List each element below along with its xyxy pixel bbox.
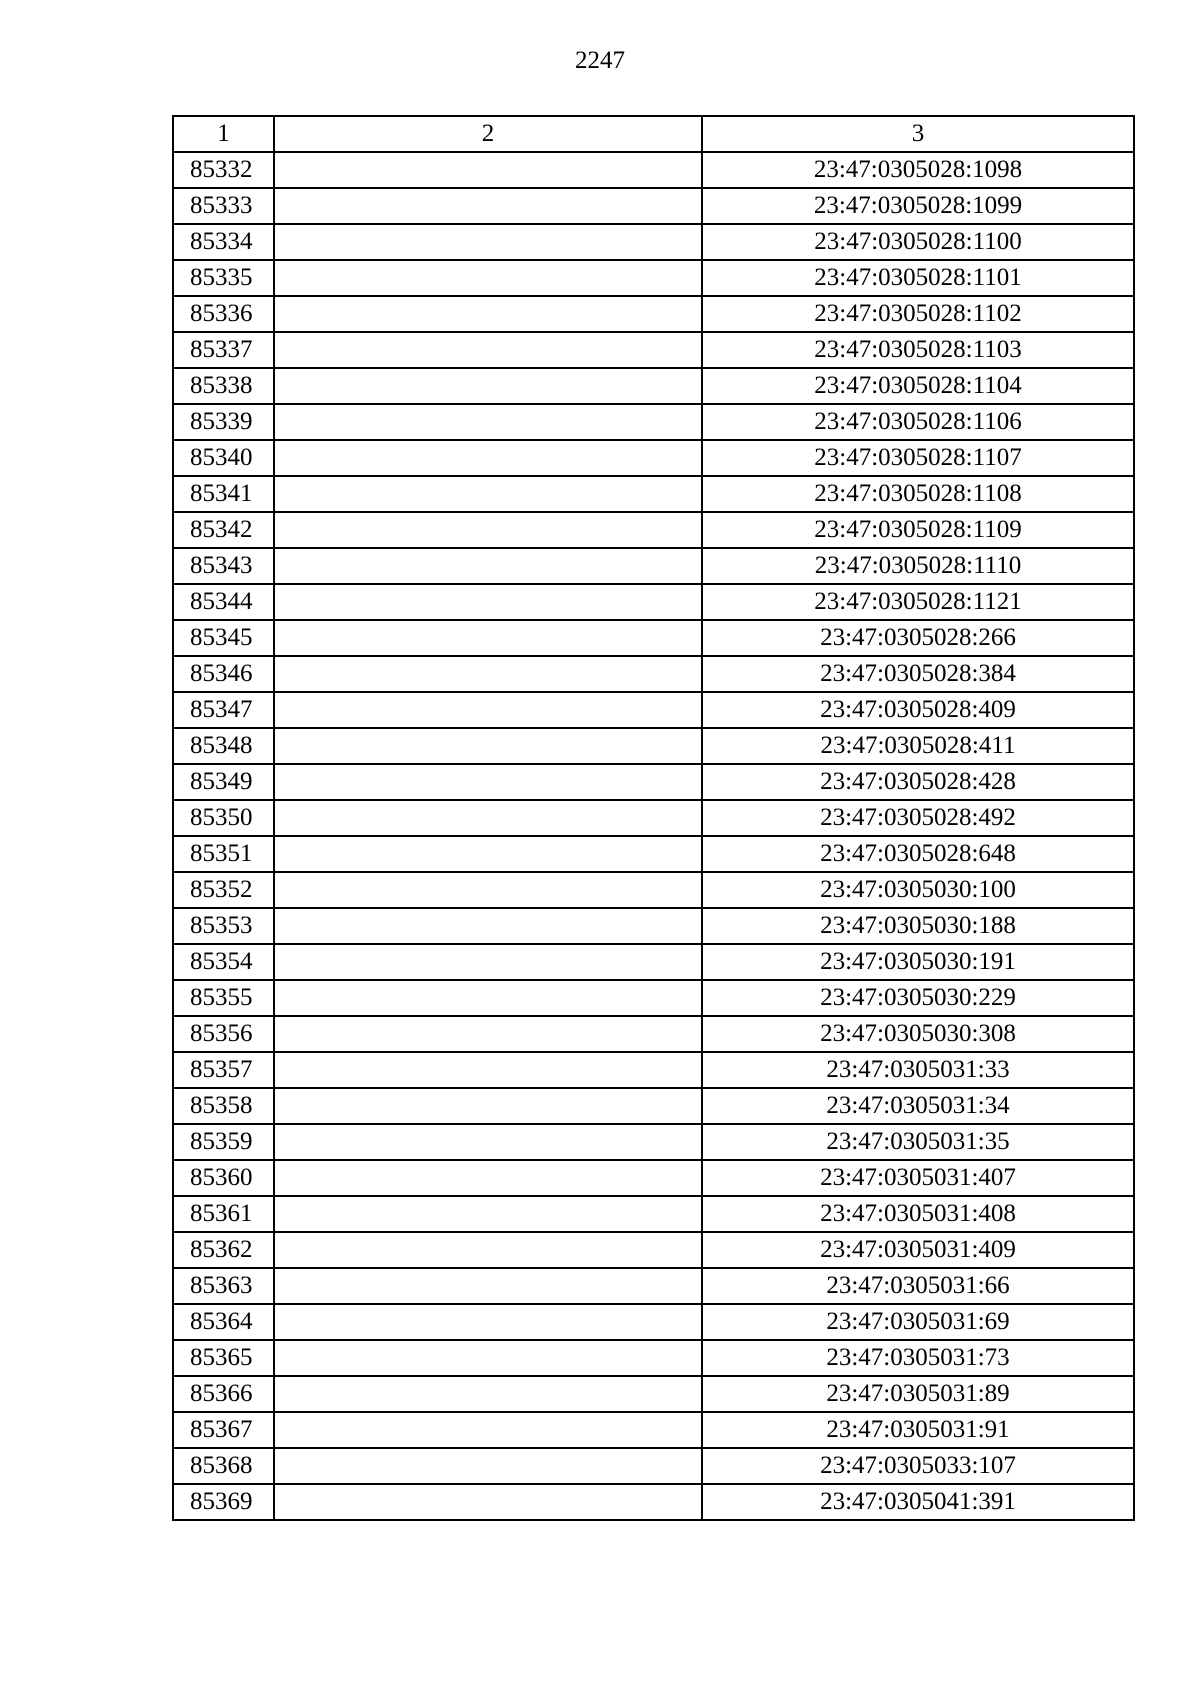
row-number-cell: 85360: [173, 1160, 274, 1196]
table-header-row: [173, 116, 1134, 152]
cadastral-number-cell: 23:47:0305028:1103: [702, 332, 1134, 368]
cadastral-number-cell: 23:47:0305028:1109: [702, 512, 1134, 548]
table-row: [173, 1088, 1134, 1124]
row-number-cell: 85365: [173, 1340, 274, 1376]
row-number-cell: 85355: [173, 980, 274, 1016]
row-empty-cell: [274, 404, 702, 440]
cadastral-number-cell: 23:47:0305028:1108: [702, 476, 1134, 512]
table-row: [173, 152, 1134, 188]
cadastral-number-cell: 23:47:0305030:191: [702, 944, 1134, 980]
row-empty-cell: [274, 548, 702, 584]
cadastral-number-cell: 23:47:0305028:1101: [702, 260, 1134, 296]
row-empty-cell: [274, 1448, 702, 1484]
table-row: [173, 728, 1134, 764]
row-empty-cell: [274, 1304, 702, 1340]
row-number-cell: 85366: [173, 1376, 274, 1412]
table-row: [173, 872, 1134, 908]
data-table: [172, 115, 1135, 1521]
row-empty-cell: [274, 1088, 702, 1124]
table-row: [173, 800, 1134, 836]
row-empty-cell: [274, 692, 702, 728]
row-number-cell: 85353: [173, 908, 274, 944]
row-empty-cell: [274, 440, 702, 476]
cadastral-number-cell: 23:47:0305028:1107: [702, 440, 1134, 476]
table-row: [173, 1124, 1134, 1160]
table-row: [173, 260, 1134, 296]
cadastral-number-cell: 23:47:0305028:1099: [702, 188, 1134, 224]
row-number-cell: 85340: [173, 440, 274, 476]
table-row: [173, 404, 1134, 440]
column-header-3: 3: [702, 116, 1134, 152]
row-empty-cell: [274, 512, 702, 548]
table-row: [173, 1052, 1134, 1088]
cadastral-number-cell: 23:47:0305028:492: [702, 800, 1134, 836]
row-number-cell: 85368: [173, 1448, 274, 1484]
table-row: [173, 1232, 1134, 1268]
row-empty-cell: [274, 152, 702, 188]
row-number-cell: 85349: [173, 764, 274, 800]
row-number-cell: 85357: [173, 1052, 274, 1088]
table-row: [173, 584, 1134, 620]
row-number-cell: 85334: [173, 224, 274, 260]
row-number-cell: 85345: [173, 620, 274, 656]
row-empty-cell: [274, 728, 702, 764]
cadastral-number-cell: 23:47:0305028:266: [702, 620, 1134, 656]
table-row: [173, 332, 1134, 368]
row-number-cell: 85359: [173, 1124, 274, 1160]
row-empty-cell: [274, 1340, 702, 1376]
cadastral-number-cell: 23:47:0305031:73: [702, 1340, 1134, 1376]
cadastral-number-cell: 23:47:0305031:89: [702, 1376, 1134, 1412]
table-row: [173, 548, 1134, 584]
table-row: [173, 944, 1134, 980]
row-empty-cell: [274, 1160, 702, 1196]
row-number-cell: 85336: [173, 296, 274, 332]
table-row: [173, 224, 1134, 260]
row-number-cell: 85344: [173, 584, 274, 620]
row-number-cell: 85338: [173, 368, 274, 404]
cadastral-number-cell: 23:47:0305030:308: [702, 1016, 1134, 1052]
row-number-cell: 85335: [173, 260, 274, 296]
row-empty-cell: [274, 836, 702, 872]
row-number-cell: 85361: [173, 1196, 274, 1232]
table-row: [173, 1196, 1134, 1232]
row-empty-cell: [274, 872, 702, 908]
cadastral-number-cell: 23:47:0305030:188: [702, 908, 1134, 944]
table-row: [173, 476, 1134, 512]
cadastral-number-cell: 23:47:0305028:411: [702, 728, 1134, 764]
row-empty-cell: [274, 908, 702, 944]
cadastral-number-cell: 23:47:0305028:1098: [702, 152, 1134, 188]
table-row: [173, 1268, 1134, 1304]
row-empty-cell: [274, 188, 702, 224]
table-row: [173, 692, 1134, 728]
row-empty-cell: [274, 224, 702, 260]
row-number-cell: 85333: [173, 188, 274, 224]
table-row: [173, 1376, 1134, 1412]
table-row: [173, 620, 1134, 656]
row-number-cell: 85369: [173, 1484, 274, 1520]
row-number-cell: 85337: [173, 332, 274, 368]
row-number-cell: 85347: [173, 692, 274, 728]
cadastral-number-cell: 23:47:0305031:408: [702, 1196, 1134, 1232]
row-number-cell: 85354: [173, 944, 274, 980]
cadastral-number-cell: 23:47:0305031:66: [702, 1268, 1134, 1304]
row-empty-cell: [274, 980, 702, 1016]
table-row: [173, 440, 1134, 476]
row-empty-cell: [274, 800, 702, 836]
table-row: [173, 908, 1134, 944]
table-row: [173, 656, 1134, 692]
cadastral-number-cell: 23:47:0305030:100: [702, 872, 1134, 908]
row-number-cell: 85339: [173, 404, 274, 440]
table-row: [173, 368, 1134, 404]
cadastral-number-cell: 23:47:0305031:407: [702, 1160, 1134, 1196]
table-row: [173, 188, 1134, 224]
row-number-cell: 85348: [173, 728, 274, 764]
cadastral-number-cell: 23:47:0305028:1106: [702, 404, 1134, 440]
row-empty-cell: [274, 332, 702, 368]
cadastral-number-cell: 23:47:0305028:384: [702, 656, 1134, 692]
table-row: [173, 1304, 1134, 1340]
row-empty-cell: [274, 1016, 702, 1052]
row-number-cell: 85362: [173, 1232, 274, 1268]
row-number-cell: 85358: [173, 1088, 274, 1124]
cadastral-number-cell: 23:47:0305030:229: [702, 980, 1134, 1016]
row-number-cell: 85342: [173, 512, 274, 548]
cadastral-number-cell: 23:47:0305028:648: [702, 836, 1134, 872]
row-empty-cell: [274, 656, 702, 692]
cadastral-number-cell: 23:47:0305033:107: [702, 1448, 1134, 1484]
row-empty-cell: [274, 368, 702, 404]
cadastral-number-cell: 23:47:0305031:34: [702, 1088, 1134, 1124]
cadastral-number-cell: 23:47:0305031:35: [702, 1124, 1134, 1160]
table-row: [173, 1484, 1134, 1520]
cadastral-number-cell: 23:47:0305028:428: [702, 764, 1134, 800]
row-number-cell: 85346: [173, 656, 274, 692]
row-empty-cell: [274, 1412, 702, 1448]
table-row: [173, 1340, 1134, 1376]
row-number-cell: 85343: [173, 548, 274, 584]
row-empty-cell: [274, 1376, 702, 1412]
row-empty-cell: [274, 1232, 702, 1268]
row-empty-cell: [274, 944, 702, 980]
row-number-cell: 85351: [173, 836, 274, 872]
row-number-cell: 85363: [173, 1268, 274, 1304]
table-row: [173, 512, 1134, 548]
table-body: [173, 152, 1134, 1520]
cadastral-number-cell: 23:47:0305031:33: [702, 1052, 1134, 1088]
column-header-1: 1: [173, 116, 274, 152]
row-number-cell: 85367: [173, 1412, 274, 1448]
column-header-2: 2: [274, 116, 702, 152]
table-row: [173, 1016, 1134, 1052]
row-empty-cell: [274, 1484, 702, 1520]
cadastral-number-cell: 23:47:0305028:1104: [702, 368, 1134, 404]
row-empty-cell: [274, 584, 702, 620]
row-empty-cell: [274, 620, 702, 656]
table-row: [173, 1160, 1134, 1196]
row-number-cell: 85356: [173, 1016, 274, 1052]
cadastral-number-cell: 23:47:0305028:409: [702, 692, 1134, 728]
cadastral-number-cell: 23:47:0305041:391: [702, 1484, 1134, 1520]
row-number-cell: 85350: [173, 800, 274, 836]
table-row: [173, 836, 1134, 872]
row-empty-cell: [274, 260, 702, 296]
table-row: [173, 764, 1134, 800]
page-number: 2247: [575, 47, 625, 74]
row-empty-cell: [274, 1268, 702, 1304]
cadastral-number-cell: 23:47:0305028:1102: [702, 296, 1134, 332]
cadastral-number-cell: 23:47:0305031:69: [702, 1304, 1134, 1340]
cadastral-number-cell: 23:47:0305028:1100: [702, 224, 1134, 260]
row-empty-cell: [274, 1052, 702, 1088]
table-row: [173, 1412, 1134, 1448]
table-row: [173, 980, 1134, 1016]
row-number-cell: 85341: [173, 476, 274, 512]
row-empty-cell: [274, 1196, 702, 1232]
row-empty-cell: [274, 296, 702, 332]
row-number-cell: 85332: [173, 152, 274, 188]
table-row: [173, 296, 1134, 332]
row-empty-cell: [274, 1124, 702, 1160]
row-empty-cell: [274, 764, 702, 800]
row-number-cell: 85364: [173, 1304, 274, 1340]
table-row: [173, 1448, 1134, 1484]
row-empty-cell: [274, 476, 702, 512]
cadastral-number-cell: 23:47:0305031:409: [702, 1232, 1134, 1268]
cadastral-number-cell: 23:47:0305028:1110: [702, 548, 1134, 584]
cadastral-number-cell: 23:47:0305028:1121: [702, 584, 1134, 620]
row-number-cell: 85352: [173, 872, 274, 908]
cadastral-number-cell: 23:47:0305031:91: [702, 1412, 1134, 1448]
